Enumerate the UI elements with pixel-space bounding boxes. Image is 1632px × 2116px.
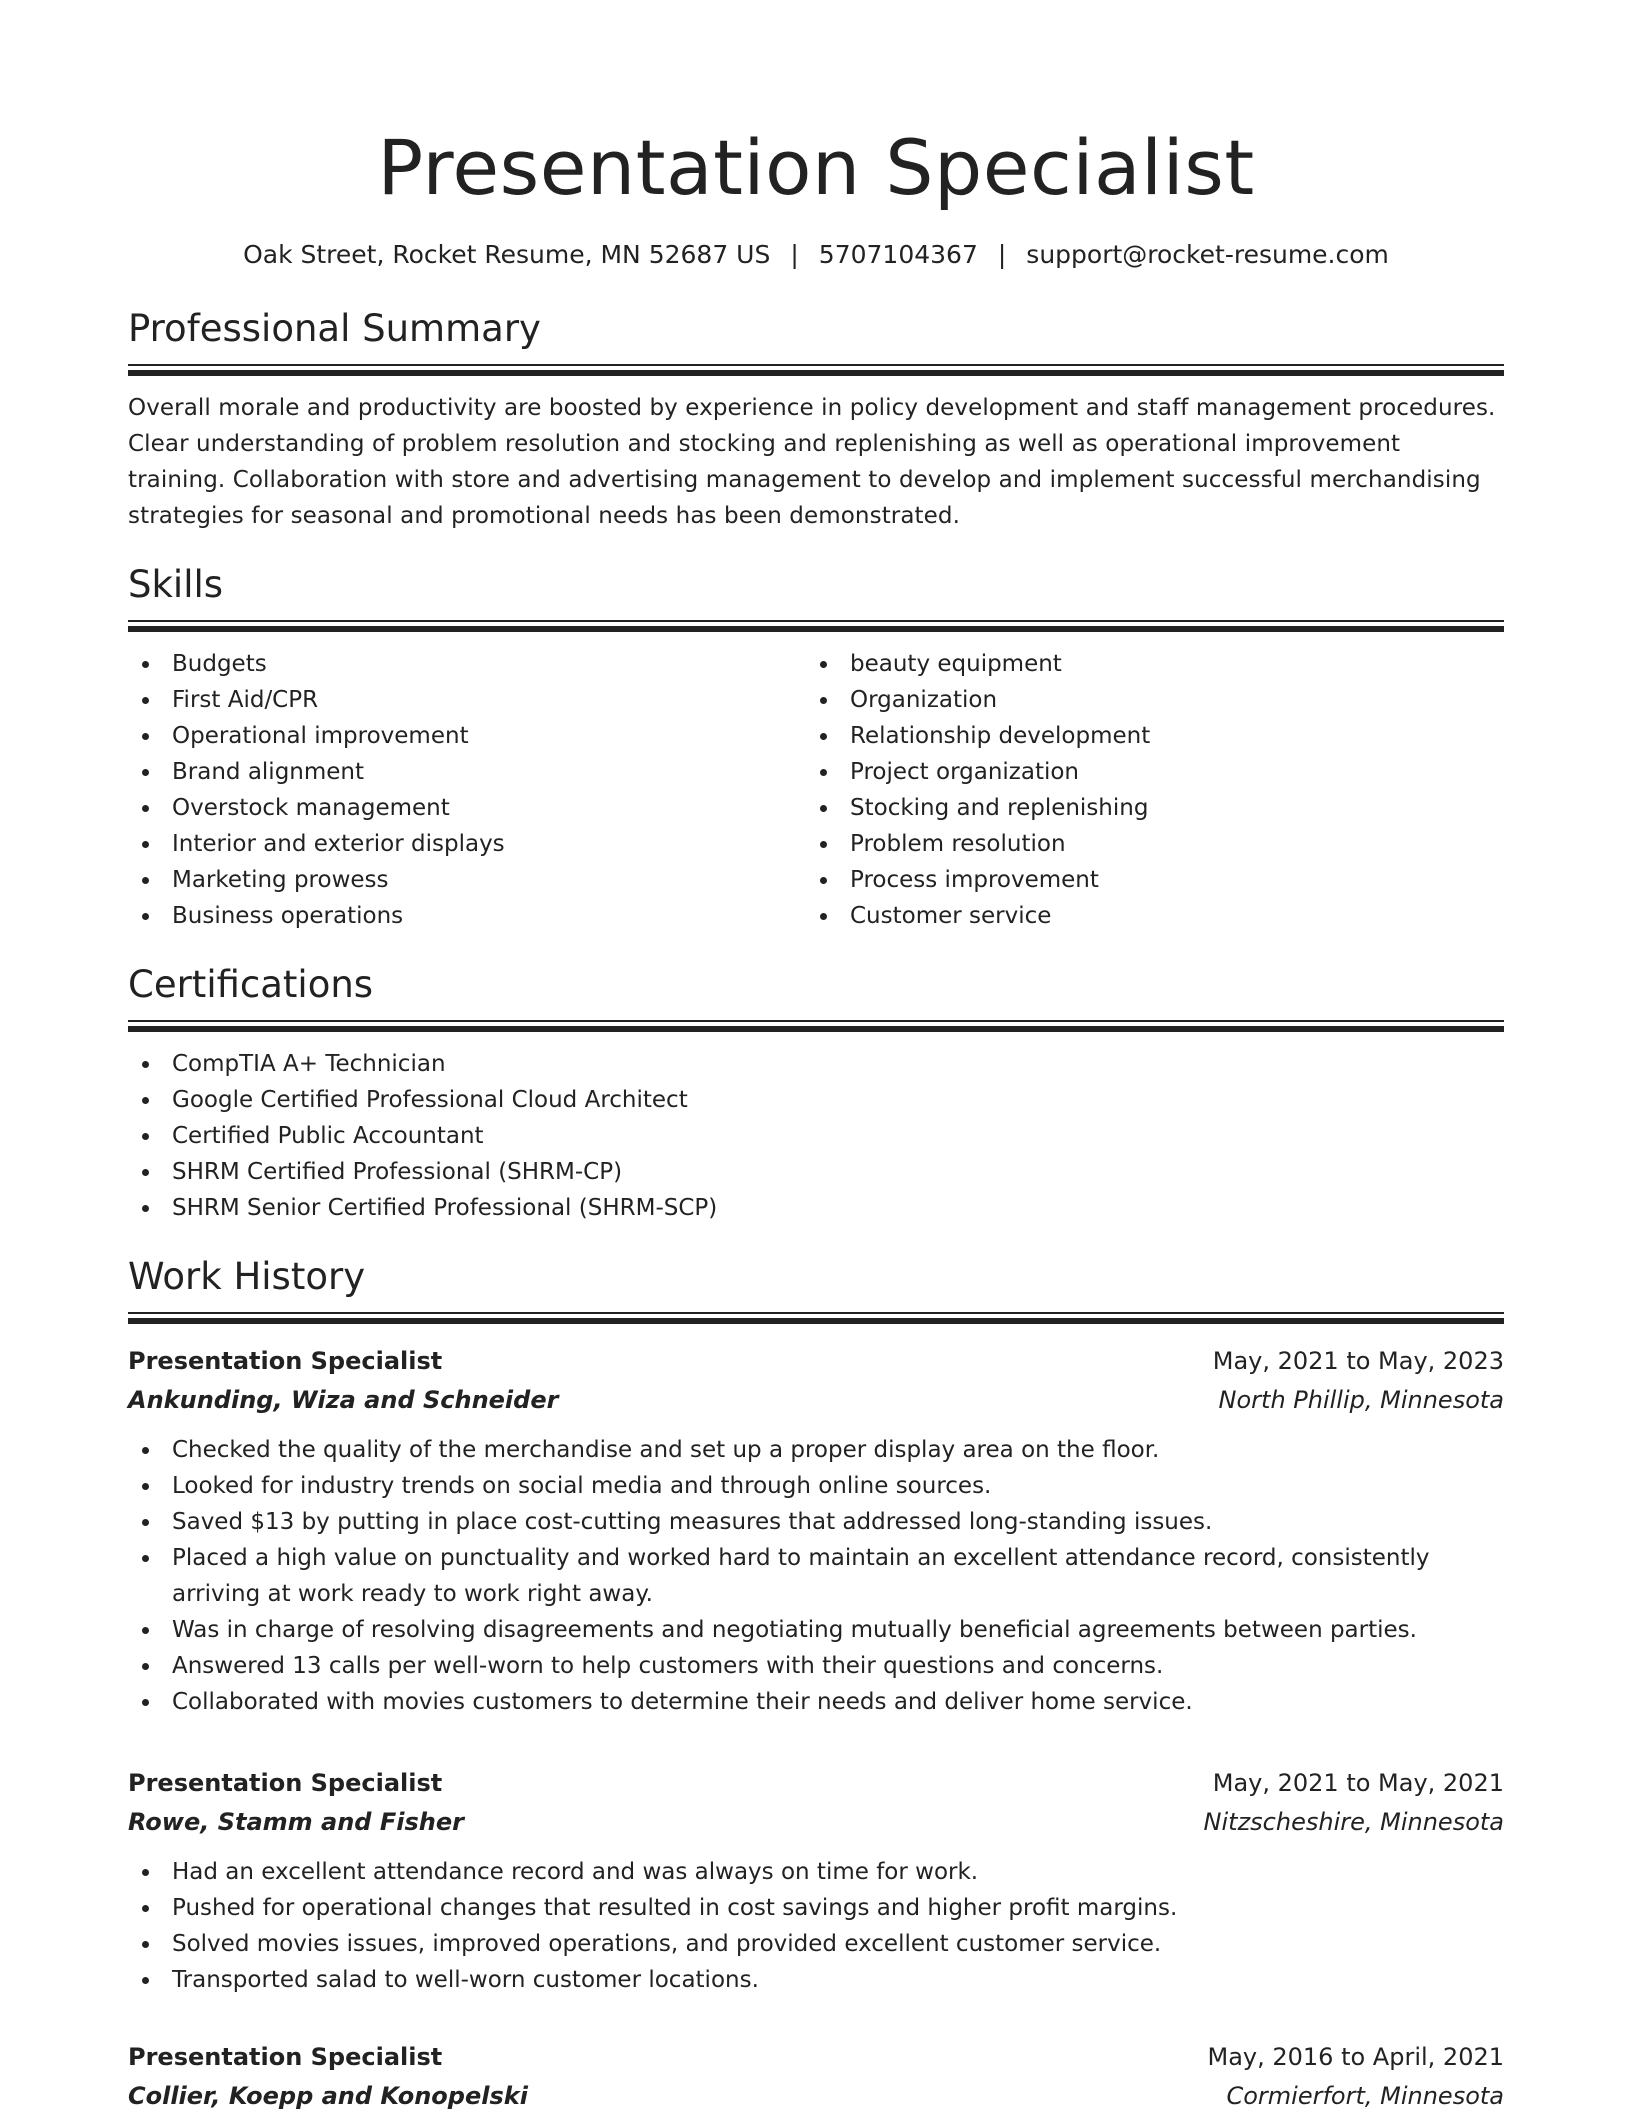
job-location: Cormierfort, Minnesota <box>1226 2082 1504 2110</box>
job-dates: May, 2021 to May, 2023 <box>1212 1347 1504 1375</box>
skills-section <box>128 562 1504 934</box>
skills-left-column <box>128 646 806 934</box>
job-bullet: Looked for industry trends on social media and through online sources. <box>128 1468 1504 1504</box>
certifications-section <box>128 962 1504 1226</box>
job-title: Presentation Specialist <box>128 2043 443 2071</box>
skills-grid <box>128 646 1504 934</box>
job-bullet: Saved $13 by putting in place cost-cutting measures that addressed long-standing issues. <box>128 1504 1504 1540</box>
contact-separator: | <box>997 240 1007 269</box>
job-location: North Phillip, Minnesota <box>1218 1386 1504 1414</box>
address: Oak Street, Rocket Resume, MN 52687 US <box>243 240 771 269</box>
section-title-certifications: Certifications <box>128 963 374 1006</box>
section-divider <box>128 620 1504 632</box>
contact-line <box>128 238 1504 272</box>
job-entry <box>128 2038 1504 2116</box>
certification-item: Google Certified Professional Cloud Architect <box>128 1082 1504 1118</box>
job-header <box>128 1764 1504 1803</box>
summary-section <box>128 306 1504 534</box>
contact-separator: | <box>790 240 799 269</box>
skill-item: Operational improvement <box>128 718 806 754</box>
job-bullet: Pushed for operational changes that resulted in cost savings and higher profit margins. <box>128 1890 1504 1926</box>
certification-item: SHRM Certified Professional (SHRM-CP) <box>128 1154 1504 1190</box>
section-divider <box>128 364 1504 376</box>
job-subheader <box>128 1803 1504 1842</box>
job-dates: May, 2016 to April, 2021 <box>1207 2043 1504 2071</box>
email: support@rocket-resume.com <box>1026 240 1389 269</box>
job-title: Presentation Specialist <box>128 1347 443 1375</box>
job-bullet: Collaborated with movies customers to determine their needs and deliver home service. <box>128 1684 1504 1720</box>
job-company: Collier, Koepp and Konopelski <box>128 2082 528 2110</box>
skills-right-column <box>806 646 1484 934</box>
job-bullets <box>128 1854 1504 1998</box>
job-bullet: Placed a high value on punctuality and worked hard to maintain an excellent attendance record, consistently arriving at work ready to work right away. <box>128 1540 1504 1612</box>
skill-item: Stocking and replenishing <box>806 790 1484 826</box>
skill-item: Project organization <box>806 754 1484 790</box>
skill-item: Relationship development <box>806 718 1484 754</box>
skill-item: Organization <box>806 682 1484 718</box>
job-bullet: Solved movies issues, improved operations, and provided excellent customer service. <box>128 1926 1504 1962</box>
job-header <box>128 1342 1504 1381</box>
section-divider <box>128 1020 1504 1032</box>
job-bullet: Answered 13 calls per well-worn to help customers with their questions and concerns. <box>128 1648 1504 1684</box>
skill-item: Customer service <box>806 898 1484 934</box>
certification-item: Certified Public Accountant <box>128 1118 1504 1154</box>
skill-item: Overstock management <box>128 790 806 826</box>
phone: 5707104367 <box>818 240 978 269</box>
certifications-list <box>128 1046 1504 1226</box>
job-subheader <box>128 1381 1504 1420</box>
section-title-skills: Skills <box>128 563 224 606</box>
section-divider <box>128 1312 1504 1324</box>
section-title-summary: Professional Summary <box>128 307 541 350</box>
job-bullet: Was in charge of resolving disagreements and negotiating mutually beneficial agreements between parties. <box>128 1612 1504 1648</box>
job-company: Ankunding, Wiza and Schneider <box>128 1386 559 1414</box>
skill-item: First Aid/CPR <box>128 682 806 718</box>
job-location: Nitzscheshire, Minnesota <box>1203 1808 1504 1836</box>
skill-item: Interior and exterior displays <box>128 826 806 862</box>
certification-item: SHRM Senior Certified Professional (SHRM-SCP) <box>128 1190 1504 1226</box>
job-company: Rowe, Stamm and Fisher <box>128 1808 464 1836</box>
work-history-section <box>128 1254 1504 2116</box>
skill-item: Problem resolution <box>806 826 1484 862</box>
job-header <box>128 2038 1504 2077</box>
skill-item: Process improvement <box>806 862 1484 898</box>
job-dates: May, 2021 to May, 2021 <box>1212 1769 1504 1797</box>
skill-item: Budgets <box>128 646 806 682</box>
job-subheader <box>128 2077 1504 2116</box>
skill-item: Business operations <box>128 898 806 934</box>
job-bullet: Transported salad to well-worn customer locations. <box>128 1962 1504 1998</box>
job-entry <box>128 1764 1504 1998</box>
skill-item: Brand alignment <box>128 754 806 790</box>
job-bullet: Had an excellent attendance record and was always on time for work. <box>128 1854 1504 1890</box>
skill-item: Marketing prowess <box>128 862 806 898</box>
resume-page <box>128 118 1504 2116</box>
job-bullets <box>128 1432 1504 1720</box>
job-title: Presentation Specialist <box>128 1769 443 1797</box>
section-title-work-history: Work History <box>128 1255 366 1298</box>
job-bullet: Checked the quality of the merchandise and set up a proper display area on the floor. <box>128 1432 1504 1468</box>
summary-text: Overall morale and productivity are boosted by experience in policy development and staff management procedures. Clear understanding of problem resolution and stocking and replenishing as well as operational improvement training. Collaboration with store and advertising management to develop and implement successful merchandising strategies for seasonal and promotional needs has been demonstrated. <box>128 395 1496 529</box>
job-entry <box>128 1342 1504 1720</box>
candidate-name: Presentation Specialist <box>377 123 1255 212</box>
certification-item: CompTIA A+ Technician <box>128 1046 1504 1082</box>
skill-item: beauty equipment <box>806 646 1484 682</box>
